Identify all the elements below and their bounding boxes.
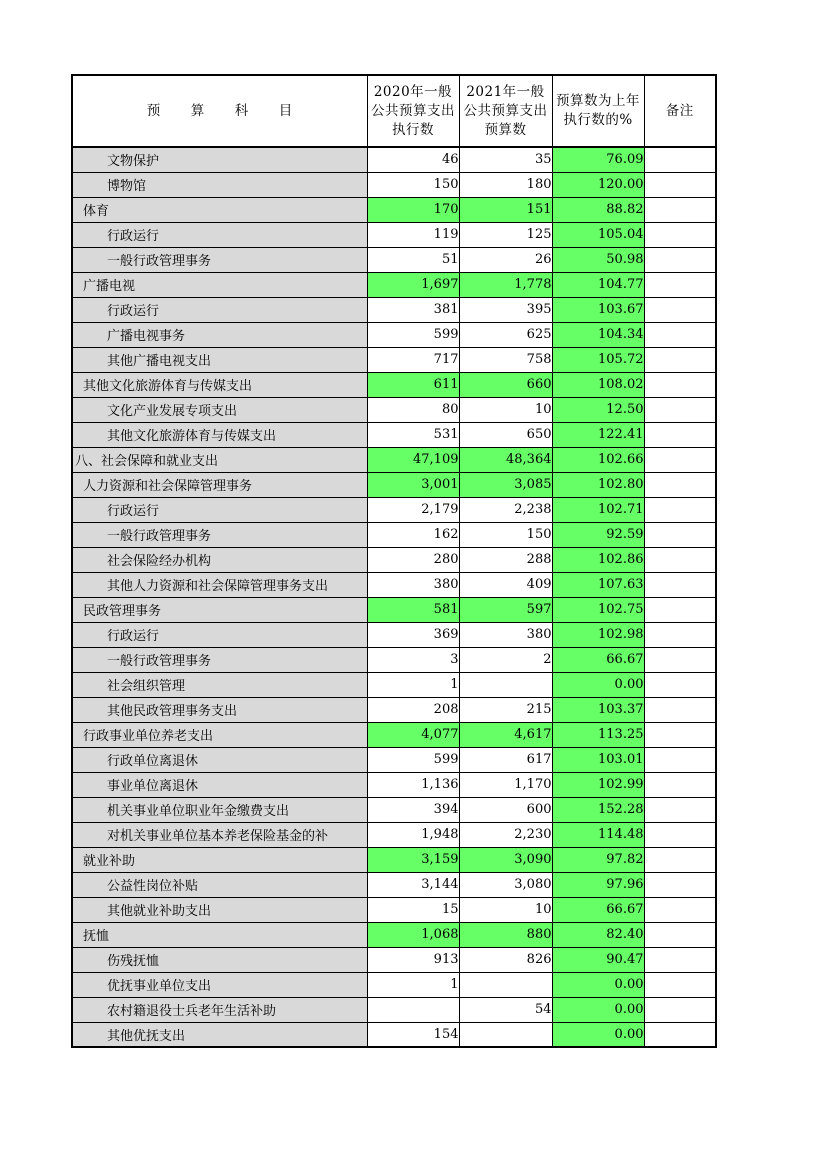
budget-subject-cell: 一般行政管理事务 [72, 647, 367, 672]
ratio-percent-cell: 102.99 [552, 772, 644, 797]
executed-2020-cell: 15 [367, 897, 459, 922]
budget-2021-cell: 215 [459, 697, 552, 722]
executed-2020-cell: 51 [367, 247, 459, 272]
executed-2020-cell: 599 [367, 322, 459, 347]
executed-2020-cell: 1,697 [367, 272, 459, 297]
table-header [72, 75, 716, 147]
note-cell [644, 722, 716, 747]
executed-2020-cell: 47,109 [367, 447, 459, 472]
header-2021-budget: 2021年一般公共预算支出预算数 [459, 75, 552, 147]
note-cell [644, 422, 716, 447]
budget-subject-cell: 行政运行 [72, 497, 367, 522]
table-row [72, 922, 716, 947]
note-cell [644, 547, 716, 572]
table-row [72, 147, 716, 172]
executed-2020-cell: 369 [367, 622, 459, 647]
budget-subject-cell: 广播电视 [72, 272, 367, 297]
note-cell [644, 272, 716, 297]
ratio-percent-cell: 152.28 [552, 797, 644, 822]
ratio-percent-cell: 120.00 [552, 172, 644, 197]
table-row [72, 747, 716, 772]
budget-2021-cell: 3,085 [459, 472, 552, 497]
note-cell [644, 897, 716, 922]
table-row [72, 272, 716, 297]
budget-2021-cell: 2 [459, 647, 552, 672]
table-row [72, 572, 716, 597]
budget-subject-cell: 其他文化旅游体育与传媒支出 [72, 422, 367, 447]
ratio-percent-cell: 0.00 [552, 672, 644, 697]
budget-2021-cell: 54 [459, 997, 552, 1022]
table-row [72, 522, 716, 547]
budget-2021-cell: 2,238 [459, 497, 552, 522]
table-row [72, 397, 716, 422]
budget-subject-cell: 民政管理事务 [72, 597, 367, 622]
ratio-percent-cell: 103.37 [552, 697, 644, 722]
budget-2021-cell: 48,364 [459, 447, 552, 472]
note-cell [644, 697, 716, 722]
budget-subject-cell: 其他人力资源和社会保障管理事务支出 [72, 572, 367, 597]
budget-subject-cell: 其他文化旅游体育与传媒支出 [72, 372, 367, 397]
header-subject [72, 75, 367, 147]
executed-2020-cell: 3,159 [367, 847, 459, 872]
header-subject-char: 科 [234, 102, 249, 119]
budget-subject-cell: 行政事业单位养老支出 [72, 722, 367, 747]
executed-2020-cell: 80 [367, 397, 459, 422]
executed-2020-cell: 611 [367, 372, 459, 397]
executed-2020-cell: 154 [367, 1022, 459, 1047]
note-cell [644, 447, 716, 472]
executed-2020-cell: 2,179 [367, 497, 459, 522]
table-row [72, 772, 716, 797]
ratio-percent-cell: 102.75 [552, 597, 644, 622]
note-cell [644, 472, 716, 497]
executed-2020-cell: 3,144 [367, 872, 459, 897]
ratio-percent-cell: 0.00 [552, 997, 644, 1022]
header-subject-char: 目 [278, 102, 293, 119]
executed-2020-cell: 531 [367, 422, 459, 447]
table-row [72, 597, 716, 622]
note-cell [644, 647, 716, 672]
table-row [72, 797, 716, 822]
budget-2021-cell: 2,230 [459, 822, 552, 847]
note-cell [644, 322, 716, 347]
note-cell [644, 197, 716, 222]
table-row [72, 897, 716, 922]
executed-2020-cell: 381 [367, 297, 459, 322]
budget-subject-cell: 社会组织管理 [72, 672, 367, 697]
note-cell [644, 397, 716, 422]
table-row [72, 647, 716, 672]
table-row [72, 372, 716, 397]
budget-subject-cell: 广播电视事务 [72, 322, 367, 347]
note-cell [644, 672, 716, 697]
note-cell [644, 497, 716, 522]
budget-subject-cell: 其他广播电视支出 [72, 347, 367, 372]
budget-table [71, 74, 717, 1048]
table-row [72, 222, 716, 247]
budget-2021-cell: 125 [459, 222, 552, 247]
note-cell [644, 622, 716, 647]
ratio-percent-cell: 92.59 [552, 522, 644, 547]
budget-subject-cell: 行政运行 [72, 622, 367, 647]
executed-2020-cell: 4,077 [367, 722, 459, 747]
table-row [72, 622, 716, 647]
ratio-percent-cell: 97.96 [552, 872, 644, 897]
ratio-percent-cell: 122.41 [552, 422, 644, 447]
budget-subject-cell: 农村籍退役士兵老年生活补助 [72, 997, 367, 1022]
executed-2020-cell: 380 [367, 572, 459, 597]
note-cell [644, 147, 716, 172]
table-row [72, 972, 716, 997]
budget-2021-cell: 600 [459, 797, 552, 822]
budget-subject-cell: 博物馆 [72, 172, 367, 197]
note-cell [644, 172, 716, 197]
table-row [72, 197, 716, 222]
budget-subject-cell: 其他民政管理事务支出 [72, 697, 367, 722]
note-cell [644, 872, 716, 897]
budget-2021-cell: 4,617 [459, 722, 552, 747]
budget-2021-cell: 10 [459, 397, 552, 422]
note-cell [644, 522, 716, 547]
table-row [72, 422, 716, 447]
ratio-percent-cell: 66.67 [552, 897, 644, 922]
ratio-percent-cell: 66.67 [552, 647, 644, 672]
executed-2020-cell: 3,001 [367, 472, 459, 497]
budget-2021-cell: 35 [459, 147, 552, 172]
budget-2021-cell: 150 [459, 522, 552, 547]
ratio-percent-cell: 88.82 [552, 197, 644, 222]
ratio-percent-cell: 104.77 [552, 272, 644, 297]
executed-2020-cell: 1,948 [367, 822, 459, 847]
executed-2020-cell: 46 [367, 147, 459, 172]
budget-2021-cell: 880 [459, 922, 552, 947]
executed-2020-cell: 150 [367, 172, 459, 197]
table-row [72, 672, 716, 697]
note-cell [644, 847, 716, 872]
budget-2021-cell [459, 972, 552, 997]
executed-2020-cell: 1,136 [367, 772, 459, 797]
budget-2021-cell [459, 1022, 552, 1047]
ratio-percent-cell: 103.67 [552, 297, 644, 322]
ratio-percent-cell: 0.00 [552, 1022, 644, 1047]
budget-2021-cell: 597 [459, 597, 552, 622]
table-body [72, 147, 716, 1047]
executed-2020-cell: 280 [367, 547, 459, 572]
note-cell [644, 222, 716, 247]
budget-subject-cell: 文化产业发展专项支出 [72, 397, 367, 422]
budget-subject-cell: 其他就业补助支出 [72, 897, 367, 922]
budget-2021-cell: 758 [459, 347, 552, 372]
ratio-percent-cell: 97.82 [552, 847, 644, 872]
budget-subject-cell: 公益性岗位补贴 [72, 872, 367, 897]
executed-2020-cell: 394 [367, 797, 459, 822]
budget-subject-cell: 行政运行 [72, 222, 367, 247]
table-row [72, 697, 716, 722]
budget-subject-cell: 就业补助 [72, 847, 367, 872]
ratio-percent-cell: 107.63 [552, 572, 644, 597]
ratio-percent-cell: 105.04 [552, 222, 644, 247]
ratio-percent-cell: 114.48 [552, 822, 644, 847]
ratio-percent-cell: 102.80 [552, 472, 644, 497]
executed-2020-cell: 170 [367, 197, 459, 222]
ratio-percent-cell: 12.50 [552, 397, 644, 422]
note-cell [644, 772, 716, 797]
note-cell [644, 947, 716, 972]
budget-subject-cell: 其他优抚支出 [72, 1022, 367, 1047]
budget-subject-cell: 文物保护 [72, 147, 367, 172]
ratio-percent-cell: 82.40 [552, 922, 644, 947]
budget-subject-cell: 机关事业单位职业年金缴费支出 [72, 797, 367, 822]
executed-2020-cell: 119 [367, 222, 459, 247]
ratio-percent-cell: 113.25 [552, 722, 644, 747]
note-cell [644, 747, 716, 772]
executed-2020-cell: 717 [367, 347, 459, 372]
budget-2021-cell: 151 [459, 197, 552, 222]
table-row [72, 347, 716, 372]
table-row [72, 497, 716, 522]
table-row [72, 172, 716, 197]
budget-subject-cell: 社会保险经办机构 [72, 547, 367, 572]
header-2020-executed: 2020年一般公共预算支出执行数 [367, 75, 459, 147]
table-row [72, 872, 716, 897]
budget-2021-cell: 1,170 [459, 772, 552, 797]
note-cell [644, 347, 716, 372]
budget-subject-cell: 一般行政管理事务 [72, 247, 367, 272]
table-row [72, 722, 716, 747]
ratio-percent-cell: 105.72 [552, 347, 644, 372]
executed-2020-cell: 913 [367, 947, 459, 972]
table-row [72, 1022, 716, 1047]
note-cell [644, 247, 716, 272]
ratio-percent-cell: 104.34 [552, 322, 644, 347]
ratio-percent-cell: 50.98 [552, 247, 644, 272]
budget-subject-cell: 事业单位离退休 [72, 772, 367, 797]
header-subject-char: 算 [190, 102, 205, 119]
budget-2021-cell: 3,080 [459, 872, 552, 897]
table-row [72, 947, 716, 972]
executed-2020-cell [367, 997, 459, 1022]
note-cell [644, 297, 716, 322]
executed-2020-cell: 581 [367, 597, 459, 622]
ratio-percent-cell: 102.66 [552, 447, 644, 472]
note-cell [644, 997, 716, 1022]
table-row [72, 297, 716, 322]
budget-2021-cell: 10 [459, 897, 552, 922]
header-note: 备注 [644, 75, 716, 147]
executed-2020-cell: 1 [367, 972, 459, 997]
table-row [72, 822, 716, 847]
budget-subject-cell: 抚恤 [72, 922, 367, 947]
note-cell [644, 572, 716, 597]
budget-2021-cell: 26 [459, 247, 552, 272]
budget-2021-cell: 288 [459, 547, 552, 572]
budget-2021-cell: 660 [459, 372, 552, 397]
ratio-percent-cell: 102.98 [552, 622, 644, 647]
executed-2020-cell: 208 [367, 697, 459, 722]
budget-subject-cell: 行政单位离退休 [72, 747, 367, 772]
note-cell [644, 822, 716, 847]
budget-subject-cell: 一般行政管理事务 [72, 522, 367, 547]
budget-2021-cell: 3,090 [459, 847, 552, 872]
header-ratio-percent: 预算数为上年执行数的% [552, 75, 644, 147]
budget-subject-cell: 伤残抚恤 [72, 947, 367, 972]
note-cell [644, 922, 716, 947]
budget-2021-cell: 180 [459, 172, 552, 197]
ratio-percent-cell: 76.09 [552, 147, 644, 172]
budget-2021-cell [459, 672, 552, 697]
budget-2021-cell: 650 [459, 422, 552, 447]
table-row [72, 472, 716, 497]
budget-2021-cell: 617 [459, 747, 552, 772]
budget-2021-cell: 826 [459, 947, 552, 972]
budget-2021-cell: 395 [459, 297, 552, 322]
budget-subject-cell: 体育 [72, 197, 367, 222]
executed-2020-cell: 1 [367, 672, 459, 697]
table-row [72, 547, 716, 572]
budget-subject-cell: 八、社会保障和就业支出 [72, 447, 367, 472]
note-cell [644, 372, 716, 397]
budget-2021-cell: 380 [459, 622, 552, 647]
budget-subject-cell: 人力资源和社会保障管理事务 [72, 472, 367, 497]
ratio-percent-cell: 102.71 [552, 497, 644, 522]
note-cell [644, 797, 716, 822]
budget-subject-cell: 对机关事业单位基本养老保险基金的补 [72, 822, 367, 847]
table-row [72, 997, 716, 1022]
note-cell [644, 597, 716, 622]
executed-2020-cell: 599 [367, 747, 459, 772]
executed-2020-cell: 3 [367, 647, 459, 672]
table-row [72, 247, 716, 272]
budget-subject-cell: 优抚事业单位支出 [72, 972, 367, 997]
ratio-percent-cell: 90.47 [552, 947, 644, 972]
ratio-percent-cell: 108.02 [552, 372, 644, 397]
note-cell [644, 972, 716, 997]
ratio-percent-cell: 102.86 [552, 547, 644, 572]
ratio-percent-cell: 0.00 [552, 972, 644, 997]
executed-2020-cell: 162 [367, 522, 459, 547]
note-cell [644, 1022, 716, 1047]
ratio-percent-cell: 103.01 [552, 747, 644, 772]
table-row [72, 447, 716, 472]
executed-2020-cell: 1,068 [367, 922, 459, 947]
budget-2021-cell: 625 [459, 322, 552, 347]
header-subject-char: 预 [146, 102, 161, 119]
budget-2021-cell: 1,778 [459, 272, 552, 297]
budget-subject-cell: 行政运行 [72, 297, 367, 322]
table-row [72, 322, 716, 347]
budget-2021-cell: 409 [459, 572, 552, 597]
table-row [72, 847, 716, 872]
